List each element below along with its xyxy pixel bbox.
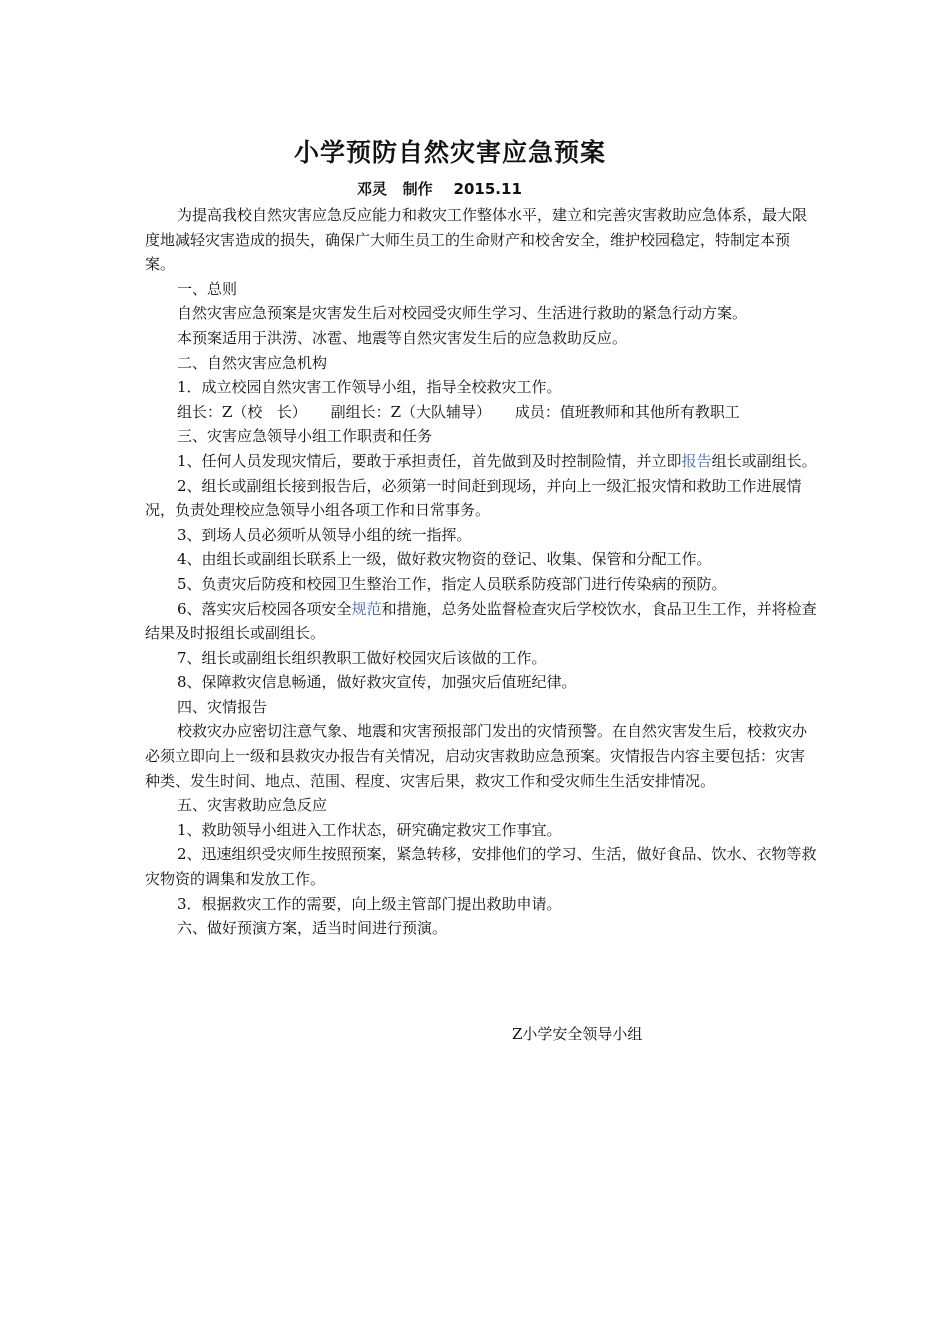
section-heading-duties: 三、灾害应急领导小组工作职责和任务	[177, 427, 433, 446]
duty-item-6	[145, 597, 817, 646]
general-paragraph-1: 自然灾害应急预案是灾害发生后对校园受灾师生学习、生活进行救助的紧急行动方案。	[177, 304, 748, 323]
duty-item-4: 4、由组长或副组长联系上一级，做好救灾物资的登记、收集、保管和分配工作。	[177, 550, 712, 569]
document-body	[145, 203, 817, 941]
standards-link[interactable]: 规范	[351, 599, 382, 618]
duty-item-8: 8、保障救灾信息畅通，做好救灾宣传，加强灾后值班纪律。	[177, 673, 577, 692]
duty-item-5: 5、负责灾后防疫和校园卫生整治工作，指定人员联系防疫部门进行传染病的预防。	[177, 574, 727, 593]
duty-item-1	[145, 449, 817, 474]
author-line: 邓灵 制作 2015.11	[357, 180, 522, 198]
duty-item-3: 3、到场人员必须听从领导小组的统一指挥。	[177, 525, 472, 544]
intro-paragraph: 为提高我校自然灾害应急反应能力和救灾工作整体水平，建立和完善灾害救助应急体系，最大限度地减轻灾害造成的损失，确保广大师生员工的生命财产和校舍安全，维护校园稳定，特制定本预案。	[145, 206, 808, 274]
section-heading-response: 五、灾害救助应急反应	[177, 796, 328, 815]
duty-item-6-text-a: 6、落实灾后校园各项安全	[177, 599, 352, 618]
organization-paragraph-1: 1．成立校园自然灾害工作领导小组，指导全校救灾工作。	[177, 378, 562, 397]
general-paragraph-2: 本预案适用于洪涝、冰雹、地震等自然灾害发生后的应急救助反应。	[177, 328, 628, 347]
section-heading-general: 一、总则	[177, 279, 238, 298]
duty-item-7: 7、组长或副组长组织教职工做好校园灾后该做的工作。	[177, 648, 547, 667]
response-item-1: 1、救助领导小组进入工作状态，研究确定救灾工作事宜。	[177, 820, 562, 839]
report-paragraph: 校救灾办应密切注意气象、地震和灾害预报部门发出的灾情预警。在自然灾害发生后，校救灾办必须立即向上一级和县救灾办报告有关情况，启动灾害救助应急预案。灾情报告内容主要包括：灾害种类、发生时间、地点、范围、程度、灾害后果，救灾工作和受灾师生生活安排情况。	[145, 722, 808, 790]
duty-item-1-text-b: 组长或副组长。	[711, 451, 817, 470]
section-heading-organization: 二、自然灾害应急机构	[177, 353, 328, 372]
document-title: 小学预防自然灾害应急预案	[293, 138, 606, 167]
duty-item-6-text-b: 和措施，总务处监督检查灾后学校饮水，食品卫生工作，并将检查结果及时报组长或副组长。	[145, 599, 817, 643]
report-link[interactable]: 报告	[681, 451, 712, 470]
signature: Z小学安全领导小组	[512, 1025, 643, 1043]
duty-item-1-text-a: 1、任何人员发现灾情后，要敢于承担责任，首先做到及时控制险情，并立即	[177, 451, 682, 470]
section-heading-drill: 六、做好预演方案，适当时间进行预演。	[177, 919, 448, 938]
response-item-2: 2、迅速组织受灾师生按照预案，紧急转移，安排他们的学习、生活，做好食品、饮水、衣物等救灾物资的调集和发放工作。	[145, 845, 817, 889]
duty-item-2: 2、组长或副组长接到报告后，必须第一时间赶到现场，并向上一级汇报灾情和救助工作进展情况，负责处理校应急领导小组各项工作和日常事务。	[145, 476, 802, 520]
organization-members: 组长：Z（校 长） 副组长：Z（大队辅导） 成员：值班教师和其他所有教职工	[177, 402, 740, 421]
response-item-3: 3．根据救灾工作的需要，向上级主管部门提出救助申请。	[177, 894, 562, 913]
section-heading-report: 四、灾情报告	[177, 697, 268, 716]
